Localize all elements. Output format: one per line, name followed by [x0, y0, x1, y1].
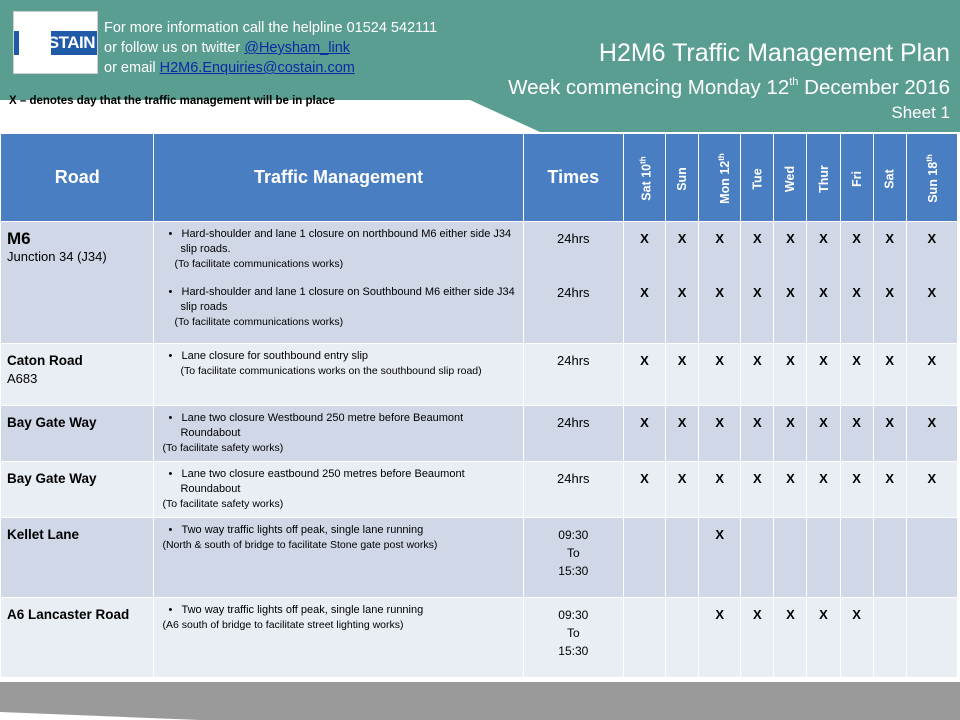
- day-label: [883, 169, 897, 188]
- day-mark: X: [677, 285, 687, 300]
- bullet-icon: •: [168, 412, 182, 424]
- day-label: [717, 153, 732, 204]
- day-mark-cell: [906, 344, 957, 406]
- twitter-link[interactable]: @Heysham_link: [244, 40, 351, 56]
- day-mark-cell: [906, 222, 957, 344]
- road-name: A6 Lancaster Road: [7, 607, 130, 622]
- tm-item: [162, 349, 518, 364]
- day-mark: X: [885, 471, 895, 486]
- week-commencing: [508, 69, 950, 101]
- day-mark: X: [819, 231, 828, 246]
- tm-item-text: Two way traffic lights off peak, single lane running: [181, 524, 424, 536]
- tm-item-text: Hard-shoulder and lane 1 closure on Southbound M6 either side J34 slip roads: [180, 286, 515, 313]
- table-row: [1, 518, 958, 598]
- header-day-1: [666, 134, 699, 222]
- road-name: Kellet Lane: [7, 527, 80, 542]
- time-value: 24hrs: [557, 231, 590, 246]
- day-label-text: Fri: [849, 171, 864, 187]
- day-label-text: Sat 10: [639, 163, 654, 201]
- road-cell: [1, 462, 154, 518]
- day-mark-cell: [699, 222, 741, 344]
- twitter-line: [104, 38, 437, 58]
- page-title: H2M6 Traffic Management Plan: [598, 39, 950, 67]
- footer-band: [0, 682, 960, 720]
- day-mark-cell: [741, 222, 774, 344]
- day-mark: X: [640, 415, 649, 430]
- bullet-icon: •: [168, 468, 182, 480]
- table-row: [1, 462, 958, 518]
- header-day-2: [699, 134, 741, 222]
- header-road: Road: [1, 134, 154, 222]
- header-times: Times: [523, 134, 623, 222]
- day-mark-cell: [807, 222, 840, 344]
- day-mark-cell: [666, 462, 699, 518]
- day-mark: X: [752, 607, 762, 622]
- day-mark: X: [677, 471, 687, 486]
- tm-item-text: Lane two closure eastbound 250 metres before Beaumont Roundabout: [180, 468, 465, 495]
- tm-item: [162, 285, 518, 315]
- day-mark: X: [715, 231, 725, 246]
- day-mark: X: [885, 415, 895, 430]
- day-mark: X: [677, 231, 687, 246]
- email-line: [104, 58, 437, 78]
- header-day-8: [906, 134, 957, 222]
- day-mark: X: [927, 353, 937, 368]
- day-label: [817, 165, 831, 193]
- time-value: To: [566, 626, 580, 640]
- day-mark-cell: [666, 222, 699, 344]
- traffic-management-cell: [154, 598, 523, 678]
- day-mark: X: [819, 353, 828, 368]
- day-mark: X: [752, 231, 762, 246]
- header-day-0: [623, 134, 665, 222]
- day-mark: X: [715, 527, 725, 542]
- day-mark: X: [715, 607, 725, 622]
- times-cell: [523, 406, 623, 462]
- day-mark: X: [819, 415, 828, 430]
- day-mark-cell: [623, 598, 665, 678]
- day-mark-cell: [774, 518, 807, 598]
- tm-item: [162, 227, 518, 257]
- contact-info: [104, 18, 437, 78]
- road-cell: [1, 406, 154, 462]
- day-mark-cell: [873, 518, 906, 598]
- day-mark: X: [852, 415, 861, 430]
- table-row: [1, 406, 958, 462]
- tm-item: [162, 523, 518, 538]
- legend-text: X – denotes day that the traffic management will be in place: [9, 95, 335, 107]
- day-mark-cell: [774, 406, 807, 462]
- day-mark-cell: [807, 406, 840, 462]
- day-mark: X: [819, 471, 828, 486]
- day-mark: X: [677, 415, 687, 430]
- day-mark: X: [885, 285, 895, 300]
- bullet-icon: •: [168, 604, 182, 616]
- day-mark-cell: [741, 518, 774, 598]
- day-mark: X: [852, 471, 861, 486]
- day-mark-cell: [873, 344, 906, 406]
- day-mark-cell: [873, 222, 906, 344]
- day-mark-cell: [873, 598, 906, 678]
- day-mark-cell: [741, 344, 774, 406]
- tm-item-text: Two way traffic lights off peak, single lane running: [181, 604, 424, 616]
- day-mark: X: [752, 353, 762, 368]
- day-mark-cell: [840, 222, 873, 344]
- day-label: [850, 171, 864, 187]
- day-mark-cell: [666, 598, 699, 678]
- item-gap: [162, 271, 518, 285]
- day-mark-cell: [699, 518, 741, 598]
- tm-item-text: Hard-shoulder and lane 1 closure on northbound M6 either side J34 slip roads.: [180, 228, 512, 255]
- day-mark-cell: [623, 462, 665, 518]
- day-mark: X: [677, 353, 687, 368]
- day-mark: X: [786, 471, 795, 486]
- day-mark-cell: [741, 462, 774, 518]
- tm-item-note: (To facilitate safety works): [162, 442, 284, 454]
- traffic-management-cell: [154, 518, 523, 598]
- tm-item-note: (To facilitate communications works on the southbound slip road): [180, 365, 482, 377]
- road-cell: [1, 344, 154, 406]
- day-label-text: Wed: [783, 165, 798, 193]
- day-mark-cell: [807, 598, 840, 678]
- day-mark: X: [752, 471, 762, 486]
- week-sup: th: [789, 76, 799, 88]
- bullet-icon: •: [168, 350, 182, 362]
- tm-item: [162, 467, 518, 497]
- day-mark-cell: [807, 518, 840, 598]
- day-label-sup: th: [638, 156, 648, 164]
- day-mark: X: [852, 607, 861, 622]
- time-value: 24hrs: [557, 415, 590, 430]
- day-mark: X: [927, 415, 937, 430]
- time-value: 24hrs: [557, 285, 590, 300]
- header-traffic-management: Traffic Management: [154, 134, 523, 222]
- tm-item: [162, 411, 518, 441]
- day-mark: X: [715, 285, 725, 300]
- day-mark: X: [852, 285, 861, 300]
- table-row: [1, 344, 958, 406]
- day-mark: X: [786, 415, 795, 430]
- day-mark: X: [786, 607, 795, 622]
- time-value: 24hrs: [557, 353, 590, 368]
- day-mark: X: [752, 415, 762, 430]
- road-name: Bay Gate Way: [7, 471, 97, 486]
- day-mark: X: [786, 285, 795, 300]
- time-value: 15:30: [558, 644, 589, 658]
- table-header-row: [1, 134, 958, 222]
- tm-item-text: Lane two closure Westbound 250 metre before Beaumont Roundabout: [180, 412, 464, 439]
- time-value: 15:30: [558, 564, 589, 578]
- day-mark-cell: [699, 462, 741, 518]
- times-cell: [523, 462, 623, 518]
- day-mark: X: [715, 353, 725, 368]
- times-cell: [523, 518, 623, 598]
- day-label-sup: th: [924, 154, 934, 162]
- day-label-text: Sun: [675, 167, 690, 191]
- road-name: M6: [7, 229, 31, 248]
- header-day-7: [873, 134, 906, 222]
- road-cell: [1, 518, 154, 598]
- road-cell: [1, 598, 154, 678]
- day-mark-cell: [666, 344, 699, 406]
- day-mark-cell: [666, 406, 699, 462]
- day-mark-cell: [873, 462, 906, 518]
- email-prefix: or email: [104, 60, 160, 76]
- helpline-text: For more information call the helpline 01524 542111: [104, 20, 438, 36]
- day-mark-cell: [623, 406, 665, 462]
- day-mark-cell: [699, 344, 741, 406]
- day-mark: X: [640, 231, 649, 246]
- road-cell: [1, 222, 154, 344]
- day-mark: X: [640, 353, 649, 368]
- traffic-management-cell: [154, 222, 523, 344]
- day-mark-cell: [840, 598, 873, 678]
- road-name: Caton Road: [7, 353, 83, 368]
- tm-item-note: (To facilitate communications works): [174, 258, 344, 270]
- bullet-icon: •: [168, 286, 182, 298]
- twitter-prefix: or follow us on twitter: [104, 40, 245, 56]
- day-mark-cell: [873, 406, 906, 462]
- table-row: [1, 222, 958, 344]
- traffic-management-cell: [154, 406, 523, 462]
- day-mark: X: [927, 471, 937, 486]
- day-mark-cell: [906, 406, 957, 462]
- day-mark-cell: [699, 406, 741, 462]
- day-mark: X: [640, 471, 649, 486]
- day-mark: X: [852, 231, 861, 246]
- day-mark: X: [819, 607, 828, 622]
- day-mark: X: [640, 285, 649, 300]
- time-value: 09:30: [558, 608, 589, 622]
- day-mark-cell: [774, 222, 807, 344]
- road-name: Bay Gate Way: [7, 415, 97, 430]
- day-label-text: Thur: [816, 165, 831, 193]
- costain-logo: [13, 11, 98, 74]
- day-mark-cell: [906, 598, 957, 678]
- day-mark: X: [885, 353, 895, 368]
- day-mark: X: [752, 285, 762, 300]
- day-mark-cell: [699, 598, 741, 678]
- week-suffix: December 2016: [798, 76, 950, 99]
- times-cell: [523, 344, 623, 406]
- day-mark: X: [927, 285, 937, 300]
- day-mark-cell: [807, 462, 840, 518]
- tm-item: [162, 603, 518, 618]
- tm-item-note: (A6 south of bridge to facilitate street lighting works): [162, 619, 404, 631]
- day-label: [750, 168, 764, 189]
- day-mark-cell: [741, 406, 774, 462]
- day-mark-cell: [840, 518, 873, 598]
- day-mark-cell: [840, 462, 873, 518]
- bullet-icon: •: [168, 228, 182, 240]
- day-mark-cell: [807, 344, 840, 406]
- day-mark-cell: [623, 518, 665, 598]
- day-mark-cell: [666, 518, 699, 598]
- header-day-3: [741, 134, 774, 222]
- logo-text: COSTAIN: [23, 33, 95, 52]
- header-day-5: [807, 134, 840, 222]
- day-label-text: Sun 18: [925, 161, 940, 203]
- day-mark: X: [786, 231, 795, 246]
- table-body: [1, 222, 958, 678]
- header-day-6: [840, 134, 873, 222]
- day-label-text: Tue: [750, 168, 765, 190]
- week-prefix: Week commencing Monday 12: [508, 76, 790, 99]
- day-mark-cell: [741, 598, 774, 678]
- day-mark-cell: [906, 462, 957, 518]
- traffic-management-table: [0, 133, 958, 678]
- title-block: [508, 37, 950, 125]
- day-mark-cell: [623, 222, 665, 344]
- day-mark: X: [715, 471, 725, 486]
- day-label-text: Mon 12: [717, 160, 732, 204]
- day-label: [924, 154, 939, 203]
- day-mark: X: [852, 353, 861, 368]
- day-label: [783, 166, 797, 192]
- day-mark-cell: [906, 518, 957, 598]
- road-subtitle: A683: [7, 371, 38, 386]
- day-mark-cell: [623, 344, 665, 406]
- day-mark-cell: [774, 462, 807, 518]
- traffic-management-cell: [154, 462, 523, 518]
- day-mark: X: [927, 231, 937, 246]
- tm-item-note: (To facilitate communications works): [174, 316, 344, 328]
- day-label-sup: th: [716, 153, 726, 161]
- day-mark-cell: [774, 344, 807, 406]
- road-subtitle: Junction 34 (J34): [7, 249, 107, 264]
- day-mark-cell: [840, 406, 873, 462]
- times-cell: [523, 598, 623, 678]
- tm-item-text: Lane closure for southbound entry slip: [181, 350, 369, 362]
- sheet-number: Sheet 1: [891, 103, 950, 122]
- time-value: 24hrs: [557, 471, 590, 486]
- day-mark: X: [819, 285, 828, 300]
- email-link[interactable]: H2M6.Enquiries@costain.com: [159, 60, 355, 76]
- tm-item-note: (North & south of bridge to facilitate Stone gate post works): [162, 539, 438, 551]
- day-mark: X: [715, 415, 725, 430]
- time-value: 09:30: [558, 528, 589, 542]
- times-cell: [523, 222, 623, 344]
- day-mark-cell: [774, 598, 807, 678]
- day-label: [675, 167, 689, 191]
- day-mark: X: [786, 353, 795, 368]
- header-day-4: [774, 134, 807, 222]
- day-label-text: Sat: [882, 169, 897, 189]
- traffic-management-cell: [154, 344, 523, 406]
- day-mark: X: [885, 231, 895, 246]
- table-row: [1, 598, 958, 678]
- day-label: [639, 156, 654, 200]
- time-value: To: [566, 546, 580, 560]
- tm-item-note: (To facilitate safety works): [162, 498, 284, 510]
- day-mark-cell: [840, 344, 873, 406]
- bullet-icon: •: [168, 524, 182, 536]
